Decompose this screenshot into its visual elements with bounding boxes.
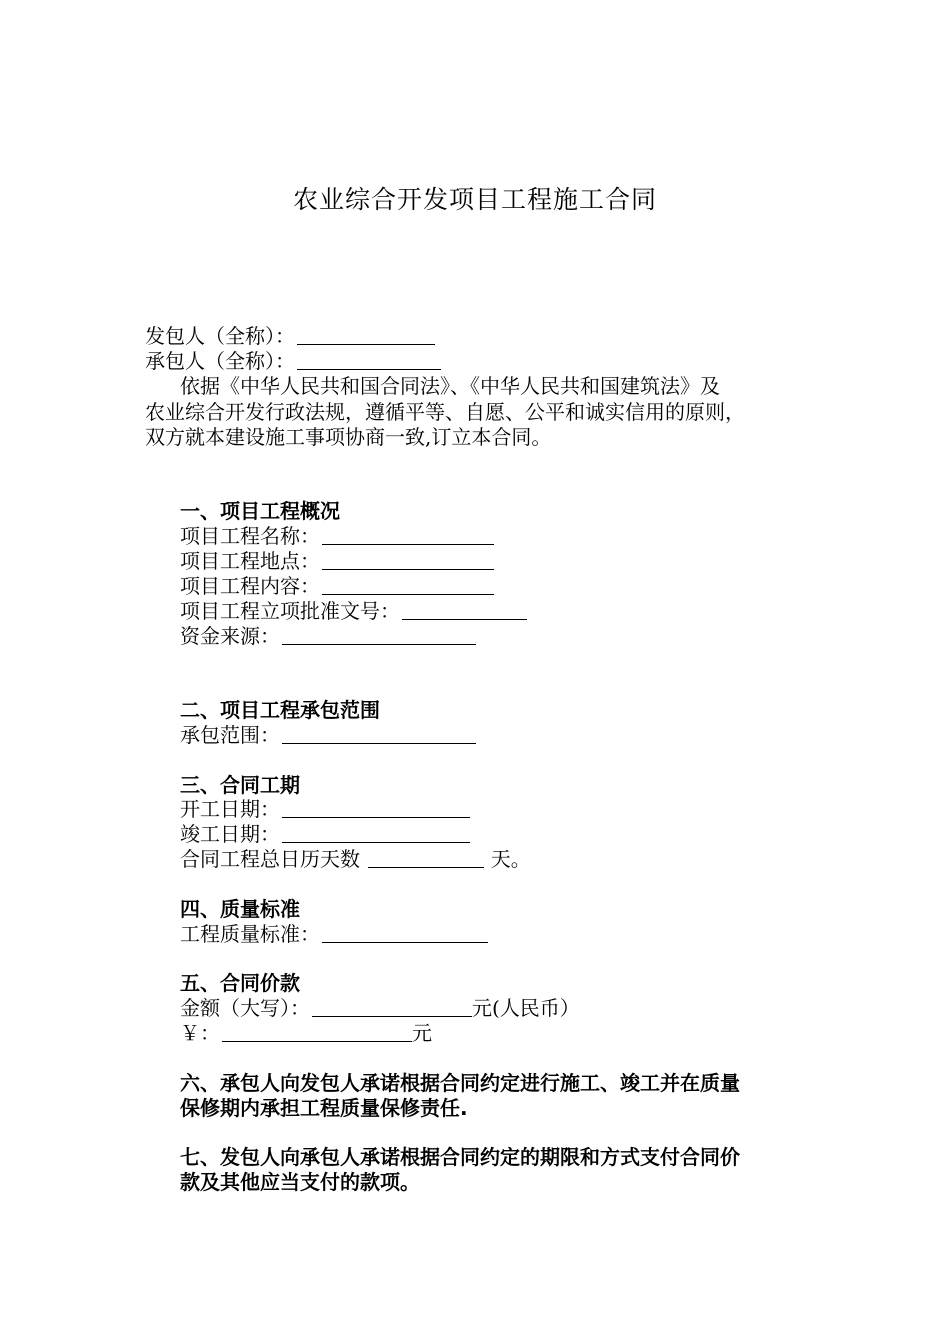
- section-7-line-1: 七、发包人向承包人承诺根据合同约定的期限和方式支付合同价: [180, 1145, 740, 1169]
- amount-words-label: 金额（大写）：: [180, 996, 310, 1020]
- amount-words-blank[interactable]: [312, 998, 472, 1017]
- project-name-blank[interactable]: [322, 526, 494, 545]
- party-a-line: [145, 324, 435, 348]
- section-4-heading: 四、质量标准: [180, 897, 300, 921]
- end-date-label: 竣工日期：: [180, 822, 280, 846]
- amount-words-suffix: 元(人民币）: [472, 996, 580, 1020]
- party-a-blank[interactable]: [297, 326, 435, 345]
- party-b-blank[interactable]: [297, 351, 441, 370]
- amount-figures-blank[interactable]: [222, 1023, 412, 1042]
- total-days-label: 合同工程总日历天数: [180, 847, 360, 871]
- project-location-blank[interactable]: [322, 551, 494, 570]
- project-name-label: 项目工程名称：: [180, 524, 320, 548]
- start-date-blank[interactable]: [282, 799, 470, 818]
- amount-figures-line: [180, 1021, 432, 1045]
- funding-source-line: [180, 624, 476, 648]
- section-2-heading: 二、项目工程承包范围: [180, 698, 380, 722]
- section-3-heading: 三、合同工期: [180, 773, 300, 797]
- section-6-line-1: 六、承包人向发包人承诺根据合同约定进行施工、竣工并在质量: [180, 1071, 740, 1095]
- scope-label: 承包范围：: [180, 723, 280, 747]
- quality-standard-blank[interactable]: [322, 924, 488, 943]
- project-name-line: [180, 524, 494, 548]
- quality-standard-line: [180, 922, 488, 946]
- project-location-line: [180, 549, 494, 573]
- project-content-blank[interactable]: [322, 576, 494, 595]
- project-approval-blank[interactable]: [402, 601, 527, 620]
- project-approval-label: 项目工程立项批准文号：: [180, 599, 400, 623]
- preamble-line-1: 依据《中华人民共和国合同法》、《中华人民共和国建筑法》及: [180, 374, 720, 398]
- total-days-suffix: 天。: [490, 847, 531, 871]
- amount-words-line: [180, 996, 580, 1020]
- section-1-heading: 一、项目工程概况: [180, 499, 340, 523]
- amount-figures-label: ￥：: [180, 1021, 220, 1045]
- preamble-line-2: 农业综合开发行政法规，遵循平等、自愿、公平和诚实信用的原则，: [145, 400, 745, 424]
- section-7-line-2: 款及其他应当支付的款项。: [180, 1170, 420, 1194]
- contract-title: 农业综合开发项目工程施工合同: [292, 185, 657, 214]
- total-days-line: [180, 847, 531, 871]
- project-content-label: 项目工程内容：: [180, 574, 320, 598]
- party-a-label: 发包人（全称）：: [145, 324, 295, 348]
- scope-blank[interactable]: [282, 725, 476, 744]
- amount-figures-suffix: 元: [412, 1021, 432, 1045]
- funding-source-label: 资金来源：: [180, 624, 280, 648]
- party-b-line: [145, 349, 441, 373]
- party-b-label: 承包人（全称）：: [145, 349, 295, 373]
- end-date-blank[interactable]: [282, 824, 470, 843]
- total-days-blank[interactable]: [368, 849, 484, 868]
- scope-line: [180, 723, 476, 747]
- preamble-line-3: 双方就本建设施工事项协商一致,订立本合同。: [145, 425, 552, 449]
- start-date-label: 开工日期：: [180, 797, 280, 821]
- quality-standard-label: 工程质量标准：: [180, 922, 320, 946]
- funding-source-blank[interactable]: [282, 626, 476, 645]
- section-5-heading: 五、合同价款: [180, 971, 300, 995]
- project-approval-line: [180, 599, 527, 623]
- end-date-line: [180, 822, 470, 846]
- project-content-line: [180, 574, 494, 598]
- start-date-line: [180, 797, 470, 821]
- section-6-line-2: 保修期内承担工程质量保修责任.: [180, 1096, 468, 1120]
- project-location-label: 项目工程地点：: [180, 549, 320, 573]
